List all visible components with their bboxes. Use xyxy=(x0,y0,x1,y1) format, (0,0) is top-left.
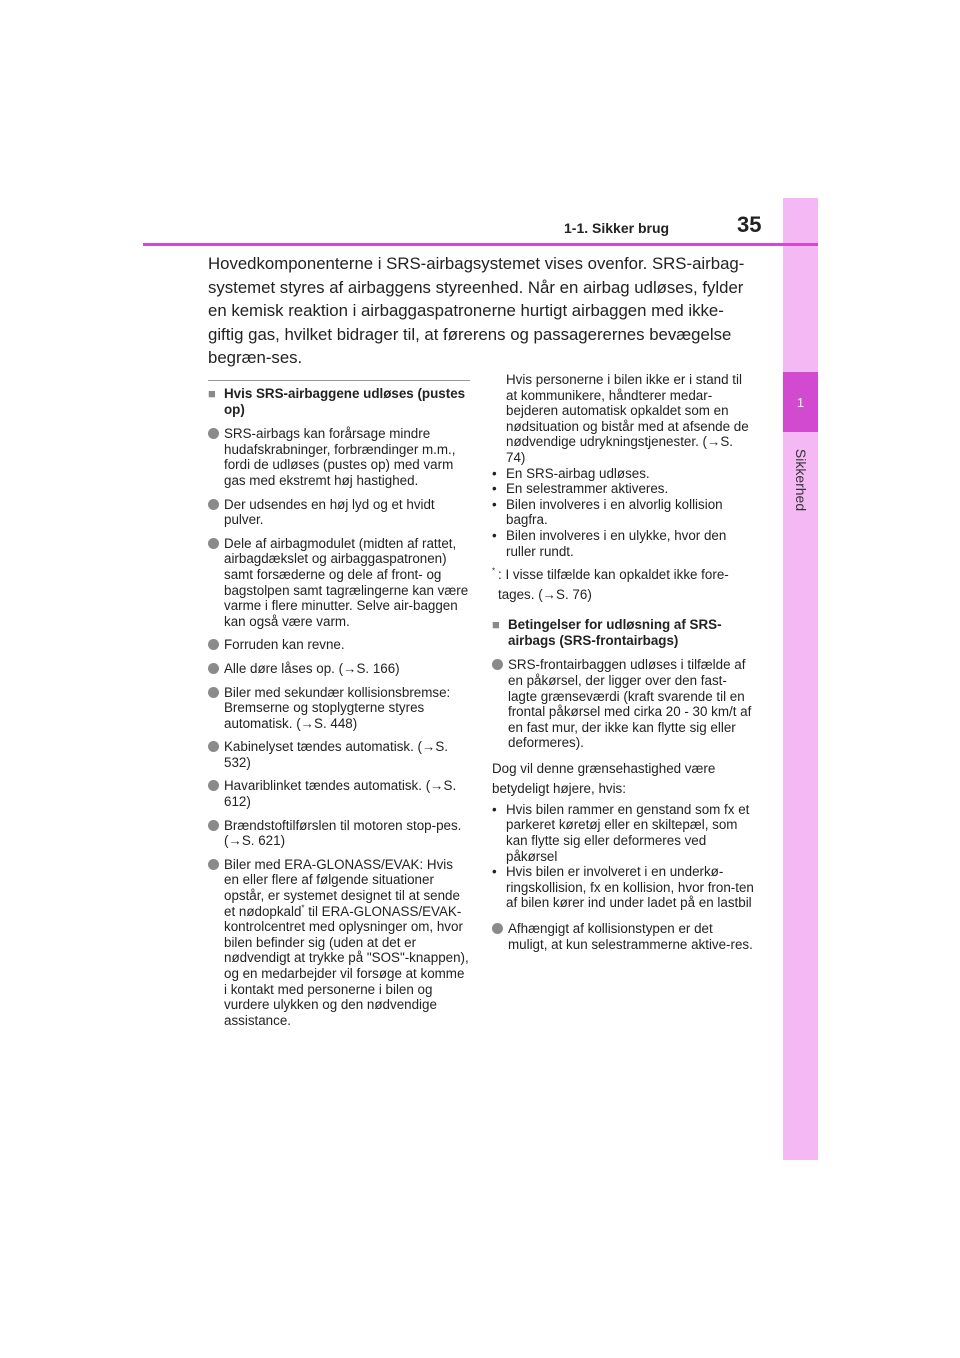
column-rule xyxy=(208,380,470,381)
section-heading-text: Hvis SRS-airbaggene udløses (pustes op) xyxy=(224,386,466,417)
list-item xyxy=(492,921,754,952)
list-item-text: Afhængigt af kollisionstypen er det muligt, at kun selestrammerne aktive-res. xyxy=(508,921,753,952)
dot-bullet-icon: • xyxy=(492,527,497,543)
circle-bullet-icon xyxy=(492,659,503,670)
sub-list-item-text: En selestrammer aktiveres. xyxy=(506,481,669,497)
chapter-title-label xyxy=(779,440,823,520)
sub-list-item-text: Hvis bilen er involveret i en underkø-ringskollision, fx en kollision, hvor fron-ten af bilen kører ind under ladet på en lastbil xyxy=(506,864,754,911)
continuation-text: Hvis personerne i bilen ikke er i stand til at kommunikere, håndterer medar-bejderen automatisk opkaldet som en nødsituation og bistår med at afsende de nødvendige udrykningstjenester. (→S. 74) xyxy=(506,372,749,465)
circle-bullet-icon xyxy=(208,687,219,698)
circle-bullet-icon xyxy=(492,923,503,934)
circle-bullet-icon xyxy=(208,428,219,439)
list-item-text: Havariblinket tændes automatisk. (→S. 612) xyxy=(224,778,457,810)
square-bullet-icon: ■ xyxy=(208,386,216,401)
list-item xyxy=(208,778,470,809)
circle-bullet-icon xyxy=(208,538,219,549)
chapter-title: Sikkerhed xyxy=(793,448,810,512)
circle-bullet-icon xyxy=(208,499,219,510)
chapter-number: 1 xyxy=(796,394,805,410)
dot-bullet-icon: • xyxy=(492,481,497,497)
list-item-text: Der udsendes en høj lyd og et hvidt pulver. xyxy=(224,496,435,528)
body-paragraph: Dog vil denne grænsehastighed være betydeligt højere, hvis: xyxy=(492,760,716,796)
circle-bullet-icon xyxy=(208,780,219,791)
list-item xyxy=(208,818,470,849)
sub-list-item xyxy=(492,864,754,911)
square-bullet-icon: ■ xyxy=(492,617,500,633)
sub-list-item-text: Bilen involveres i en alvorlig kollision bagfra. xyxy=(506,496,723,528)
list-item xyxy=(208,685,470,732)
section-heading xyxy=(208,386,470,417)
list-item-text-part: til ERA-GLONASS/EVAK-kontrolcentret med oplysninger om, hvor bilen befinder sig (uden at det er nødvendigt at trykke på "SOS"-knappen), og en medarbejder vil forsøge at komme i kontakt med personerne i bilen og vurdere ulykken og den nødvendige assistance. xyxy=(224,903,469,1028)
dot-bullet-icon: • xyxy=(492,864,497,880)
circle-bullet-icon xyxy=(208,859,219,870)
list-item xyxy=(208,497,470,528)
sub-list-item xyxy=(492,528,754,559)
left-column xyxy=(208,380,470,1036)
circle-bullet-icon xyxy=(208,741,219,752)
sub-list-item-text: Hvis bilen rammer en genstand som fx et parkeret køretøj eller en skiltepæl, som kan flytte sig eller deformeres ved påkørsel xyxy=(506,801,750,864)
list-item-text: SRS-frontairbaggen udløses i tilfælde af en påkørsel, der ligger over den fast-lagte grænseværdi (kraft svarende til en frontal påkørsel med cirka 20 - 30 km/t af en fast mur, der ikke kan flytte sig eller deformeres). xyxy=(508,657,752,751)
chapter-sidebar xyxy=(783,198,818,1160)
list-item xyxy=(208,426,470,488)
list-item-text: Brændstoftilførslen til motoren stop-pes. (→S. 621) xyxy=(224,817,462,849)
list-item-text: SRS-airbags kan forårsage mindre hudafskrabninger, forbrændinger m.m., fordi de udløses (pustes op) med varm gas med ekstremt høj hastighed. xyxy=(224,426,456,488)
list-item xyxy=(208,661,470,677)
section-heading-text: Betingelser for udløsning af SRS-airbags (SRS-frontairbags) xyxy=(508,617,722,648)
section-heading xyxy=(492,617,754,648)
circle-bullet-icon xyxy=(208,663,219,674)
list-item-text: Dele af airbagmodulet (midten af rattet, airbagdækslet og airbaggaspatronen) samt forsæderne og dele af front- og bagstolpen samt tagrælingerne kan være varme i flere minutter. Selve air-baggen kan også være varm. xyxy=(224,535,469,629)
list-item xyxy=(492,657,754,751)
dot-bullet-icon: • xyxy=(492,801,497,817)
list-item-text xyxy=(224,857,470,1029)
intro-paragraph: Hovedkomponenterne i SRS-airbagsystemet vises ovenfor. SRS-airbag-systemet styres af airbaggens styreenhed. Når en airbag udløses, fylder en kemisk reaktion i airbaggaspatronerne hurtigt airbaggen med ikke-giftig gas, hvilket bidrager til, at førerens og passagerernes bevægelse begræn-ses. xyxy=(208,254,745,368)
sub-list-item xyxy=(492,466,754,482)
circle-bullet-icon xyxy=(208,820,219,831)
section-title: 1-1. Sikker brug xyxy=(564,220,670,236)
circle-bullet-icon xyxy=(208,639,219,650)
sub-list-item xyxy=(492,802,754,864)
list-item-text: Biler med sekundær kollisionsbremse: Bremserne og stoplygterne styres automatisk. (→S. 448) xyxy=(224,684,451,731)
sub-list-item-text: En SRS-airbag udløses. xyxy=(506,465,650,481)
list-item xyxy=(208,739,470,770)
footnote-marker: * xyxy=(492,566,496,576)
header-rule xyxy=(143,243,818,246)
right-column xyxy=(492,372,754,960)
sub-list-item xyxy=(492,497,754,528)
list-item-text-part: Biler med ERA-GLONASS/EVAK: Hvis en eller flere af følgende situationer opstår, er systemet designet til at sende et nødopkald xyxy=(224,856,460,919)
list-item xyxy=(208,536,470,630)
dot-bullet-icon: • xyxy=(492,465,497,481)
footnote xyxy=(492,565,754,605)
list-item xyxy=(208,637,470,653)
list-item-text: Kabinelyset tændes automatisk. (→S. 532) xyxy=(224,739,449,770)
list-item-text: Forruden kan revne. xyxy=(224,637,345,653)
list-item xyxy=(208,857,470,1029)
footnote-marker: * xyxy=(301,903,305,913)
sub-list-item xyxy=(492,481,754,497)
page-number: 35 xyxy=(737,212,762,237)
chapter-number-tab xyxy=(783,372,818,432)
sub-list-item-text: Bilen involveres i en ulykke, hvor den ruller rundt. xyxy=(506,527,727,559)
dot-bullet-icon: • xyxy=(492,496,497,512)
footnote-text: : I visse tilfælde kan opkaldet ikke fore-tages. (→S. 76) xyxy=(498,567,729,603)
list-item-text: Alle døre låses op. (→S. 166) xyxy=(224,660,400,676)
